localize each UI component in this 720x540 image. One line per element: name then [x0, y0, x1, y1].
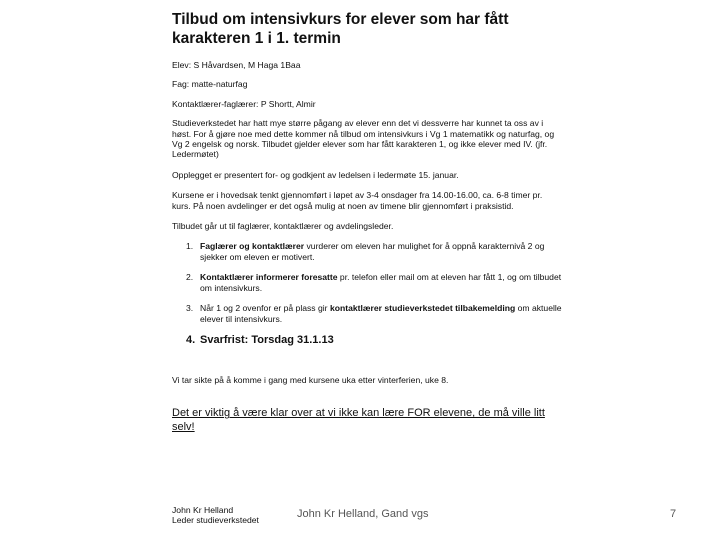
intro-paragraph: Studieverkstedet har hatt mye større pågang av elever enn det vi dessverre har kunnet ta oss av i høst. For å gjøre noe med dette kommer nå tilbud om intensivkurs i Vg 1 matematikk og naturfag, og Vg 2 engelsk og norsk. Tilbudet gjelder elever som har fått karakteren 1, og ikke elever med IV. (jfr. Ledermøtet): [172, 118, 555, 160]
step-bold: kontaktlærer studieverkstedet tilbakemelding: [329, 303, 516, 314]
offer-recipients-paragraph: Tilbudet går ut til faglærer, kontaktlærer og avdelingsleder.: [172, 221, 394, 232]
step-number: 2.: [186, 272, 194, 283]
step-text: om aktuelle elever til intensivkurs.: [200, 303, 562, 324]
step-bold: Kontaktlærer informerer foresatte: [200, 272, 338, 283]
step-item-deadline: [172, 334, 562, 347]
signature-block: [172, 505, 259, 526]
signature-role: Leder studieverkstedet: [172, 515, 259, 526]
step-item: [172, 303, 562, 324]
warning-text: Det er viktig å være klar over at vi ikke kan lære FOR elevene, de må ville litt selv!: [172, 407, 545, 433]
step-bold: Faglærer og kontaktlærer: [200, 241, 305, 252]
approval-paragraph: Opplegget er presentert for- og godkjent av ledelsen i ledermøte 15. januar.: [172, 169, 459, 180]
step-text-before: Når 1 og 2 ovenfor er på plass gir: [200, 303, 330, 314]
deadline-text: Svarfrist: Torsdag 31.1.13: [200, 333, 334, 346]
step-number: 1.: [186, 241, 194, 252]
step-number: 3.: [186, 303, 194, 314]
document-title: [172, 10, 562, 48]
step-item: [172, 241, 562, 262]
steps-list: [172, 241, 562, 346]
step-text: pr. telefon eller mail om at eleven har fått 1, og om tilbudet om intensivkurs.: [200, 272, 562, 293]
student-line: Elev: S Håvardsen, M Haga 1Baa: [172, 60, 301, 70]
course-paragraph: Kursene er i hovedsak tenkt gjennomført i løpet av 3-4 onsdager fra 14.00-16.00, ca. 6-8 timer pr. kurs. På noen avdelinger er det også mulig at noen av timene blir gjennomført i praksistid.: [172, 190, 543, 211]
signature-name: John Kr Helland: [172, 505, 234, 515]
contact-teacher-line: Kontaktlærer-faglærer: P Shortt, Almir: [172, 98, 316, 109]
slide-footer-text: John Kr Helland, Gand vgs: [297, 508, 429, 520]
document-page: [172, 10, 562, 458]
subject-line: Fag: matte-naturfag: [172, 79, 248, 90]
step-text: vurderer om eleven har mulighet for å oppnå karakternivå 2 og sjekker om eleven er motivert.: [200, 241, 545, 262]
title-line-2: karakteren 1 i 1. termin: [172, 30, 341, 47]
step-item: [172, 272, 562, 293]
step-number: 4.: [186, 333, 196, 346]
title-line-1: Tilbud om intensivkurs for elever som har fått: [172, 11, 509, 28]
start-paragraph: Vi tar sikte på å komme i gang med kursene uka etter vinterferien, uke 8.: [172, 374, 449, 385]
slide-page-number: 7: [670, 508, 677, 520]
